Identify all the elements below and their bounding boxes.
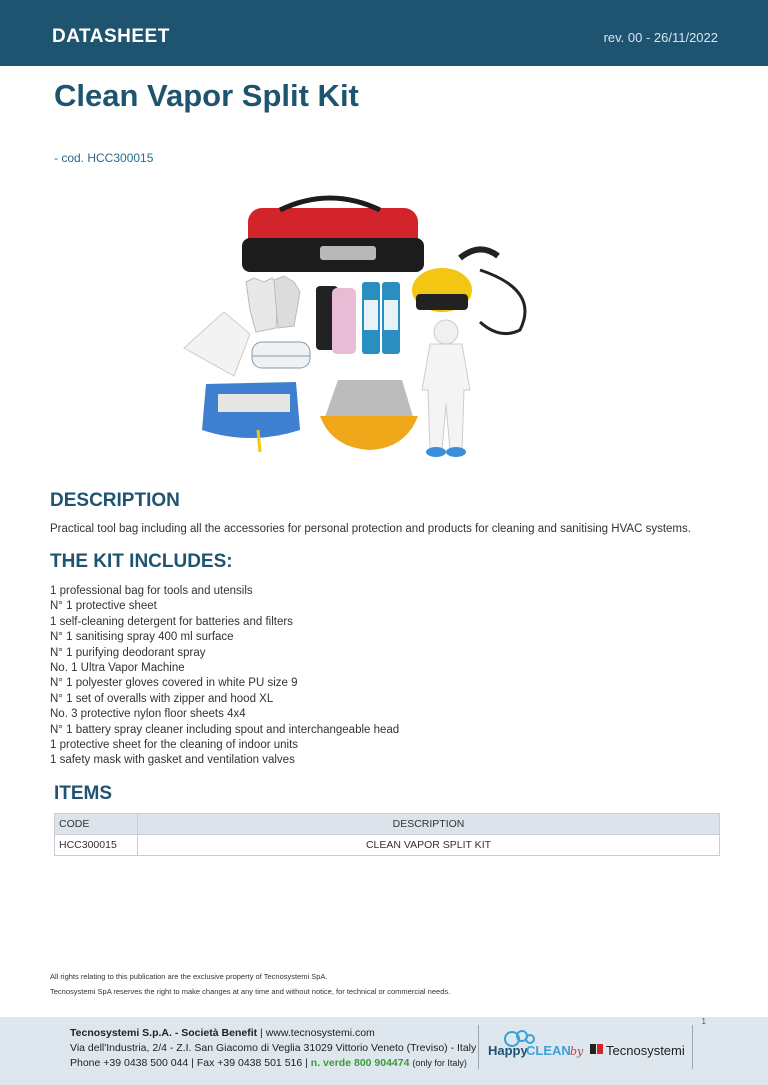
footer-address: Via dell'Industria, 2/4 - Z.I. San Giacomo di Veglia 31029 Vittorio Veneto (Treviso) - Italy — [70, 1042, 477, 1054]
protective-sheet-image — [184, 312, 250, 376]
list-item: No. 3 protective nylon floor sheets 4x4 — [50, 708, 246, 721]
product-photo — [180, 190, 560, 465]
cell-description: CLEAN VAPOR SPLIT KIT — [138, 835, 720, 856]
kit-includes-heading: THE KIT INCLUDES: — [50, 551, 233, 572]
fax-number: Fax +39 0438 501 516 — [196, 1057, 303, 1069]
safety-goggles-image — [252, 342, 310, 368]
cassette-cleaning-sheet-image — [320, 380, 418, 450]
phone-number: Phone +39 0438 500 044 — [70, 1057, 189, 1069]
items-heading: ITEMS — [54, 783, 113, 804]
toll-free-note: (only for Italy) — [412, 1058, 467, 1068]
list-item: N° 1 battery spray cleaner including spout and interchangeable head — [50, 723, 400, 736]
website-link[interactable]: www.tecnosystemi.com — [265, 1027, 375, 1039]
logo-text-tecnosystemi: Tecnosystemi — [606, 1043, 685, 1058]
list-item: N° 1 sanitising spray 400 ml surface — [50, 631, 234, 644]
kit-items-list — [50, 584, 399, 769]
header-bar — [0, 0, 768, 66]
table-row — [55, 835, 720, 856]
company-name: Tecnosystemi S.p.A. - Società Benefit — [70, 1027, 258, 1039]
gloves-image — [246, 276, 300, 332]
list-item: N° 1 polyester gloves covered in white PU size 9 — [50, 677, 298, 690]
separator: | — [305, 1057, 308, 1069]
vapor-machine-image — [412, 249, 525, 333]
column-header-code: CODE — [55, 814, 138, 835]
product-title: Clean Vapor Split Kit — [54, 78, 359, 113]
revision-date: rev. 00 - 26/11/2022 — [603, 30, 718, 45]
description-heading: DESCRIPTION — [50, 490, 180, 511]
logo-text-by: by — [570, 1045, 584, 1058]
tool-bag-image — [242, 198, 424, 272]
list-item: 1 safety mask with gasket and ventilation valves — [50, 754, 295, 767]
coverall-image — [422, 320, 470, 457]
footer-contact-line — [70, 1057, 467, 1069]
list-item: 1 professional bag for tools and utensils — [50, 585, 253, 597]
list-item: No. 1 Ultra Vapor Machine — [50, 661, 185, 674]
page-number: 1 — [701, 1017, 706, 1026]
column-header-description: DESCRIPTION — [138, 814, 720, 835]
separator: | — [260, 1027, 263, 1039]
list-item: N° 1 purifying deodorant spray — [50, 646, 206, 659]
spray-bottles-image — [316, 282, 400, 354]
description-text: Practical tool bag including all the accessories for personal protection and products for cleaning and sanitising HVAC systems. — [50, 523, 691, 535]
separator: | — [191, 1057, 194, 1069]
datasheet-label: DATASHEET — [52, 26, 170, 47]
list-item: N° 1 set of overalls with zipper and hood XL — [50, 692, 274, 705]
logo-text-happy: Happy — [488, 1043, 528, 1058]
list-item: 1 self-cleaning detergent for batteries and filters — [50, 615, 293, 628]
toll-free-number: n. verde 800 904474 — [310, 1057, 410, 1069]
happy-clean-logo — [486, 1027, 696, 1071]
footer-divider — [478, 1025, 479, 1069]
logo-text-clean: CLEAN — [526, 1043, 571, 1058]
legal-notice-rights: All rights relating to this publication are the exclusive property of Tecnosystemi SpA. — [50, 972, 328, 981]
split-cleaning-sheet-image — [202, 382, 300, 452]
footer-company-line — [70, 1027, 375, 1039]
product-code: - cod. HCC300015 — [54, 151, 154, 165]
list-item: 1 protective sheet for the cleaning of indoor units — [50, 738, 299, 751]
list-item: N° 1 protective sheet — [50, 600, 157, 613]
table-header-row — [55, 814, 720, 835]
items-table — [54, 813, 720, 856]
cell-code: HCC300015 — [55, 835, 138, 856]
legal-notice-changes: Tecnosystemi SpA reserves the right to make changes at any time and without notice, for technical or commercial needs. — [50, 987, 451, 996]
